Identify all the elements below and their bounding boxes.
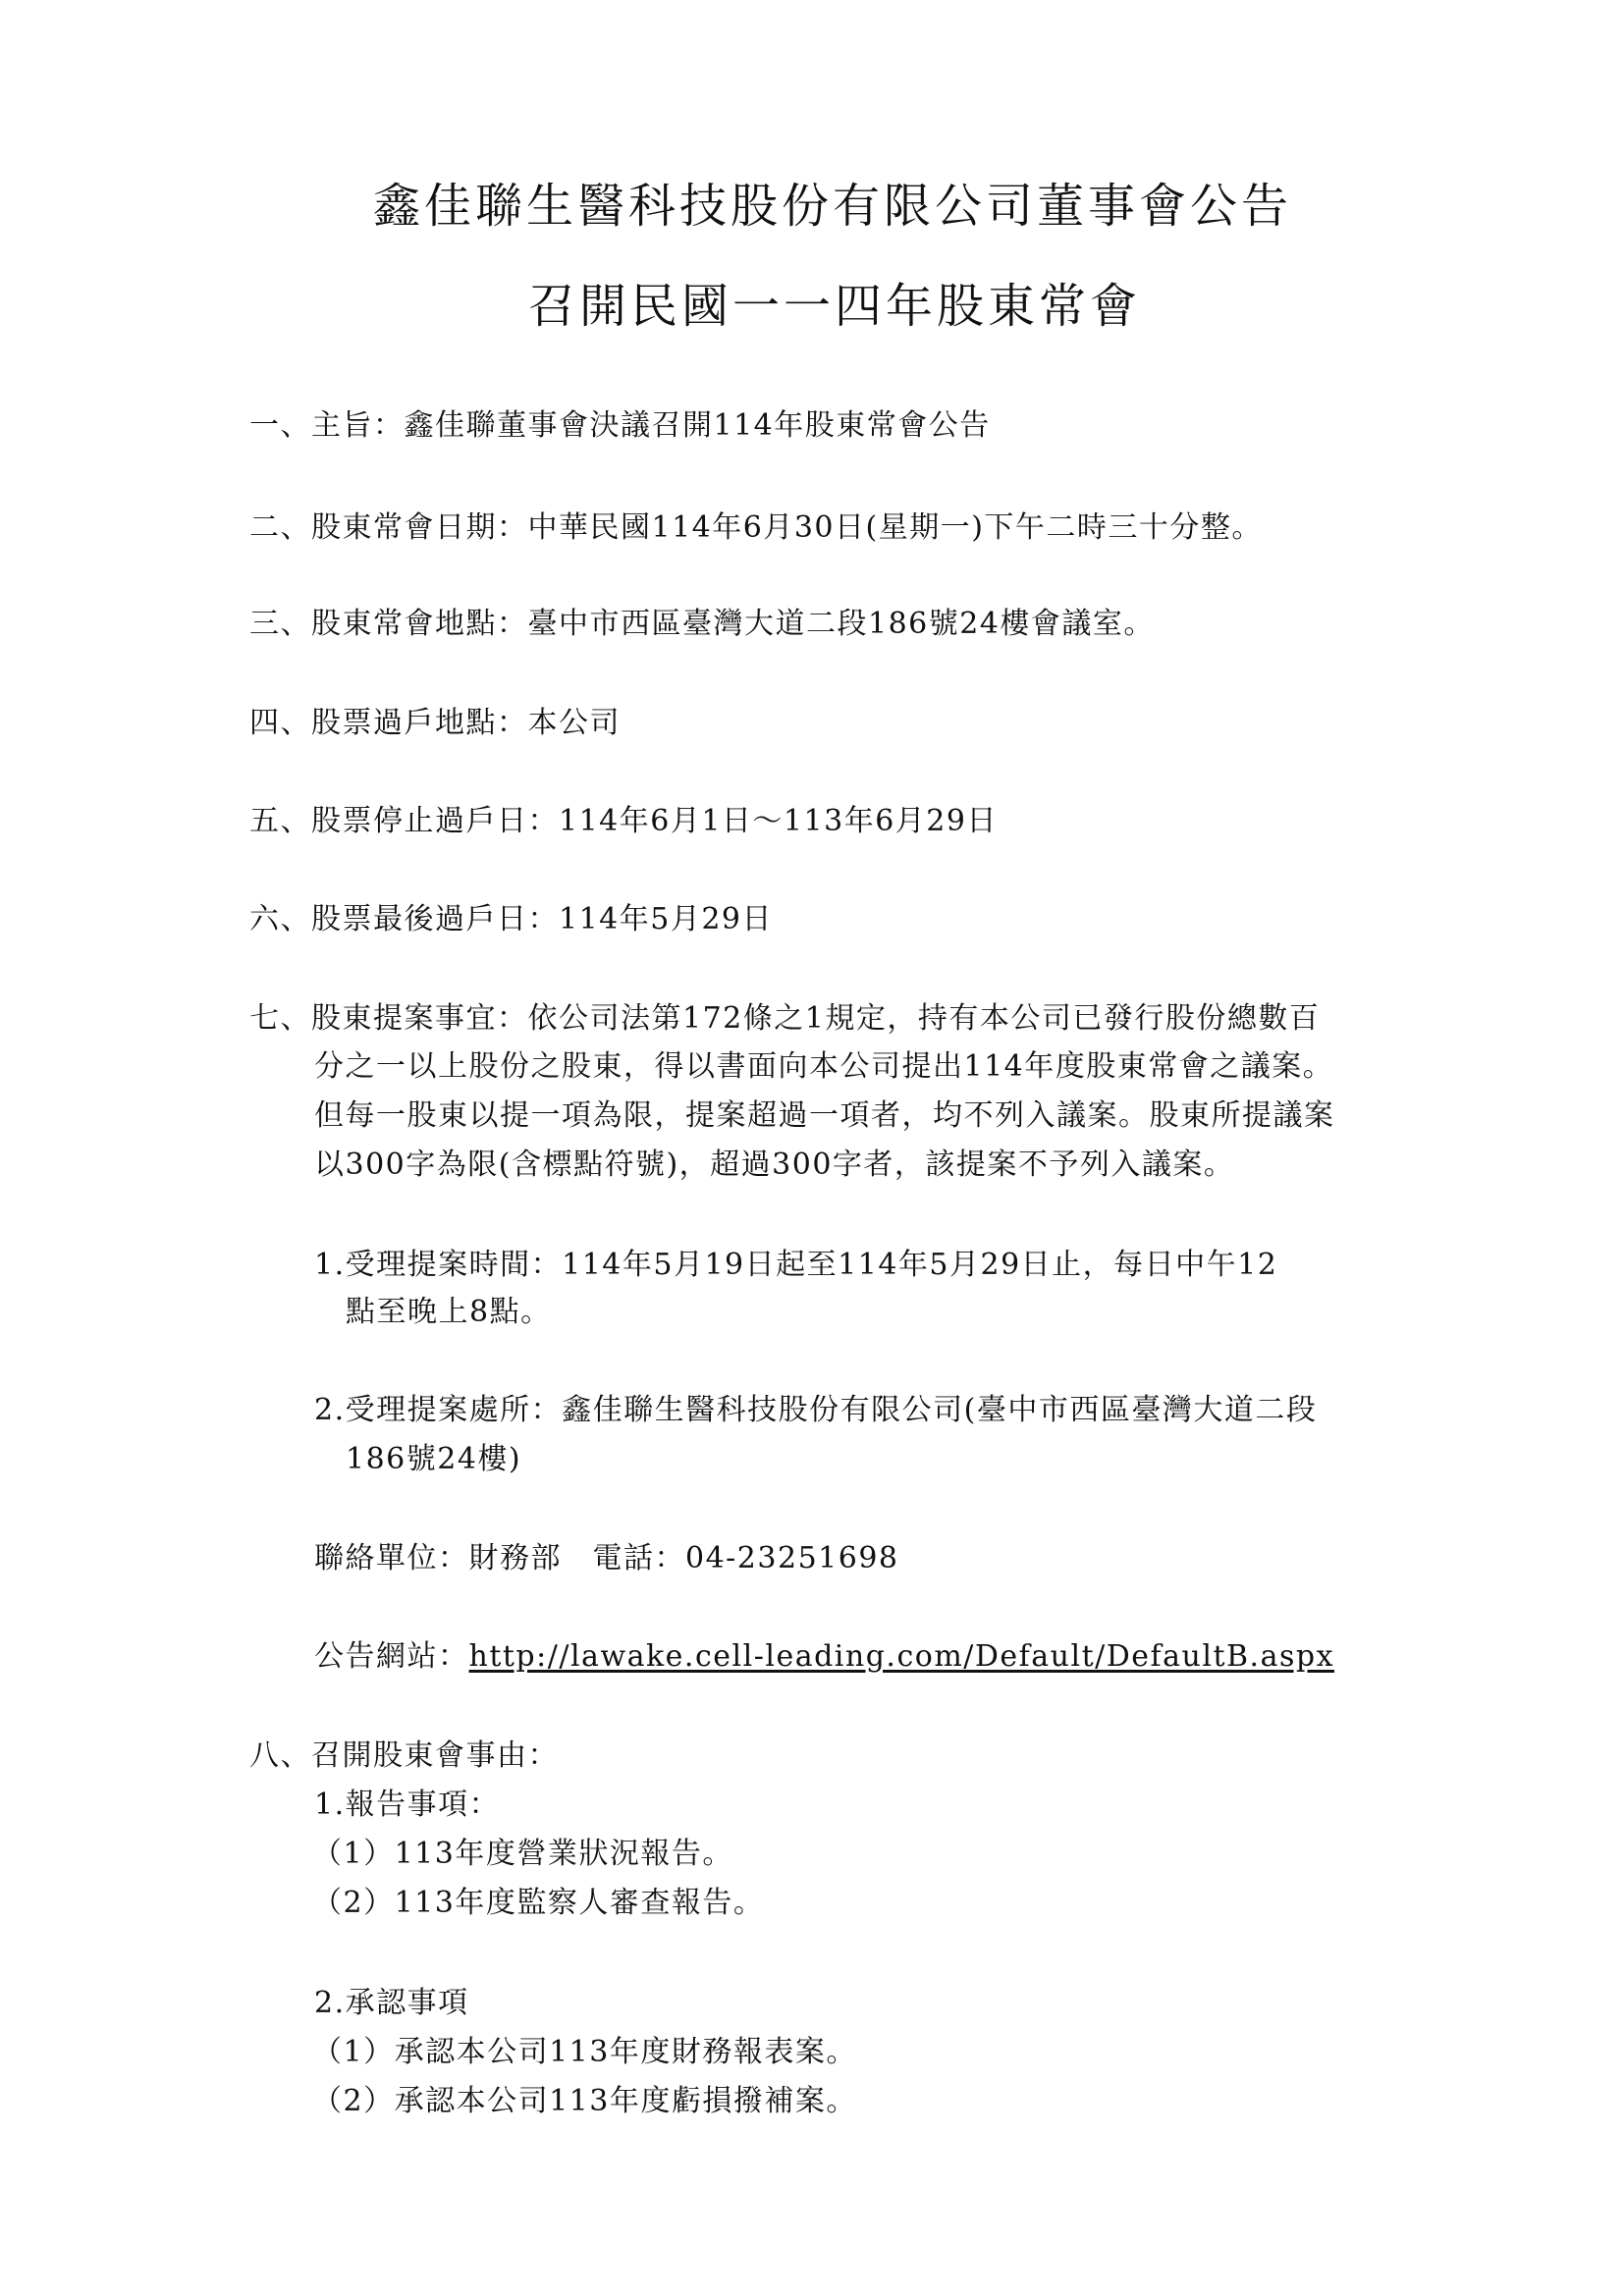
reports-heading: 1.報告事項： [314, 1788, 501, 1822]
proposal-place-line-2: 186號24樓) [346, 1442, 522, 1476]
page-title: 鑫佳聯生醫科技股份有限公司董事會公告 [373, 179, 1293, 234]
ratify-heading: 2.承認事項 [314, 1986, 469, 2020]
proposal-place-line-1: 2.受理提案處所：鑫佳聯生醫科技股份有限公司(臺中市西區臺灣大道二段 [314, 1393, 1318, 1427]
report-item-1: （1）113年度營業狀況報告。 [312, 1837, 733, 1871]
website-line [314, 1639, 1334, 1674]
item-meeting-date: 二、股東常會日期：中華民國114年6月30日(星期一)下午二時三十分整。 [249, 510, 1263, 545]
item-transfer-suspension: 五、股票停止過戶日：114年6月1日～113年6月29日 [249, 804, 998, 838]
website-label: 公告網站： [314, 1639, 469, 1674]
item-transfer-location: 四、股票過戶地點：本公司 [249, 706, 621, 740]
item-proposal-line-4: 以300字為限(含標點符號)，超過300字者，該提案不予列入議案。 [314, 1148, 1235, 1182]
proposal-time-line-2: 點至晚上8點。 [346, 1295, 552, 1329]
contact-info: 聯絡單位：財務部 電話：04-23251698 [314, 1541, 899, 1575]
item-meeting-venue: 三、股東常會地點：臺中市西區臺灣大道二段186號24樓會議室。 [249, 607, 1155, 641]
item-proposal-line-1: 七、股東提案事宜：依公司法第172條之1規定，持有本公司已發行股份總數百 [249, 1001, 1321, 1036]
item-proposal-line-2: 分之一以上股份之股東，得以書面向本公司提出114年度股東常會之議案。 [314, 1049, 1334, 1084]
item-purpose: 一、主旨：鑫佳聯董事會決議召開114年股東常會公告 [249, 408, 991, 443]
item-last-transfer-date: 六、股票最後過戶日：114年5月29日 [249, 902, 774, 936]
ratify-item-1: （1）承認本公司113年度財務報表案。 [312, 2035, 857, 2069]
agenda-heading: 八、召開股東會事由： [249, 1738, 559, 1773]
proposal-time-line-1: 1.受理提案時間：114年5月19日起至114年5月29日止，每日中午12 [314, 1248, 1278, 1282]
ratify-item-2: （2）承認本公司113年度虧損撥補案。 [312, 2084, 857, 2118]
item-proposal-line-3: 但每一股東以提一項為限，提案超過一項者，均不列入議案。股東所提議案 [314, 1098, 1335, 1133]
report-item-2: （2）113年度監察人審查報告。 [312, 1886, 765, 1920]
page-subtitle: 召開民國一一四年股東常會 [528, 279, 1142, 334]
website-link[interactable]: http://lawake.cell-leading.com/Default/DefaultB.aspx [468, 1639, 1334, 1674]
